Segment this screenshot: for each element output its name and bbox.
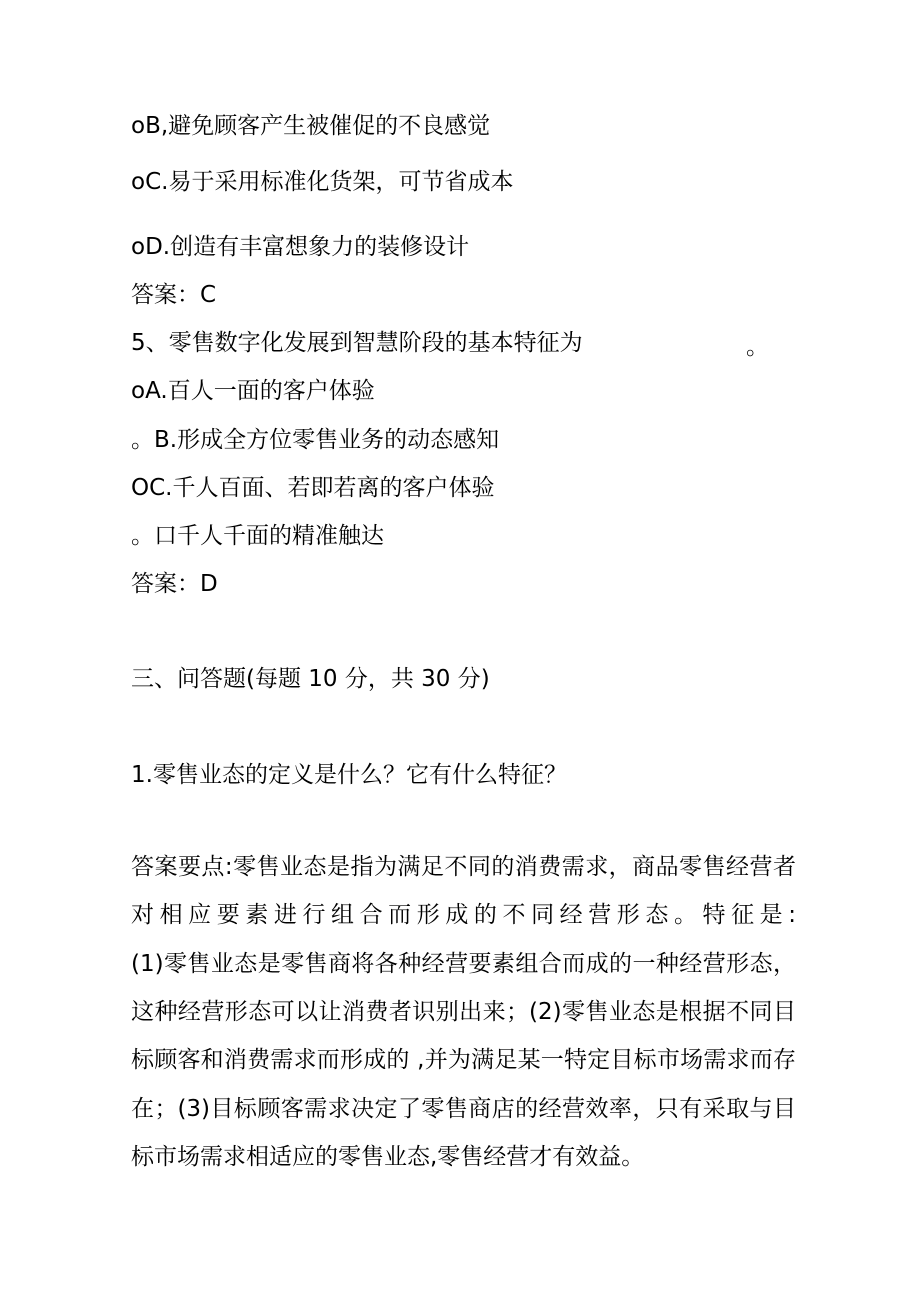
answer-line: 标顾客和消费需求而形成的 ,并为满足某一特定目标市场需求而存 bbox=[131, 1047, 796, 1073]
option-5b: 。B.形成全方位零售业务的动态感知 bbox=[131, 427, 500, 453]
answer-line: 对相应要素进行组合而形成的不同经营形态。特征是: bbox=[131, 902, 796, 928]
option-4c: oC.易于采用标准化货架，可节省成本 bbox=[131, 169, 514, 195]
option-5a: oA.百人一面的客户体验 bbox=[131, 378, 375, 404]
answer-line: 答案要点:零售业态是指为满足不同的消费需求，商品零售经营者 bbox=[131, 854, 796, 880]
option-4b: oB,避免顾客产生被催促的不良感觉 bbox=[131, 113, 491, 139]
answer-4: 答案：C bbox=[131, 282, 217, 308]
answer-5: 答案：D bbox=[131, 571, 218, 597]
answer-line: (1)零售业态是零售商将各种经营要素组合而成的一种经营形态， bbox=[131, 951, 796, 977]
question-5-stem: 5、零售数字化发展到智慧阶段的基本特征为 bbox=[131, 330, 583, 356]
option-5d: 。口千人千面的精准触达 bbox=[131, 523, 384, 549]
question-5-stem-end: 。 bbox=[746, 334, 769, 360]
answer-line: 标市场需求相适应的零售业态,零售经营才有效益。 bbox=[131, 1144, 645, 1170]
answer-line: 这种经营形态可以让消费者识别出来；(2)零售业态是根据不同目 bbox=[131, 999, 796, 1025]
option-4d: oD.创造有丰富想象力的装修设计 bbox=[131, 234, 470, 260]
essay-question-1: 1.零售业态的定义是什么？它有什么特征？ bbox=[131, 762, 567, 788]
section-heading: 三、问答题(每题 10 分，共 30 分) bbox=[131, 666, 490, 692]
option-5c: OC.千人百面、若即若离的客户体验 bbox=[131, 475, 495, 501]
answer-line: 在；(3)目标顾客需求决定了零售商店的经营效率，只有采取与目 bbox=[131, 1096, 796, 1122]
